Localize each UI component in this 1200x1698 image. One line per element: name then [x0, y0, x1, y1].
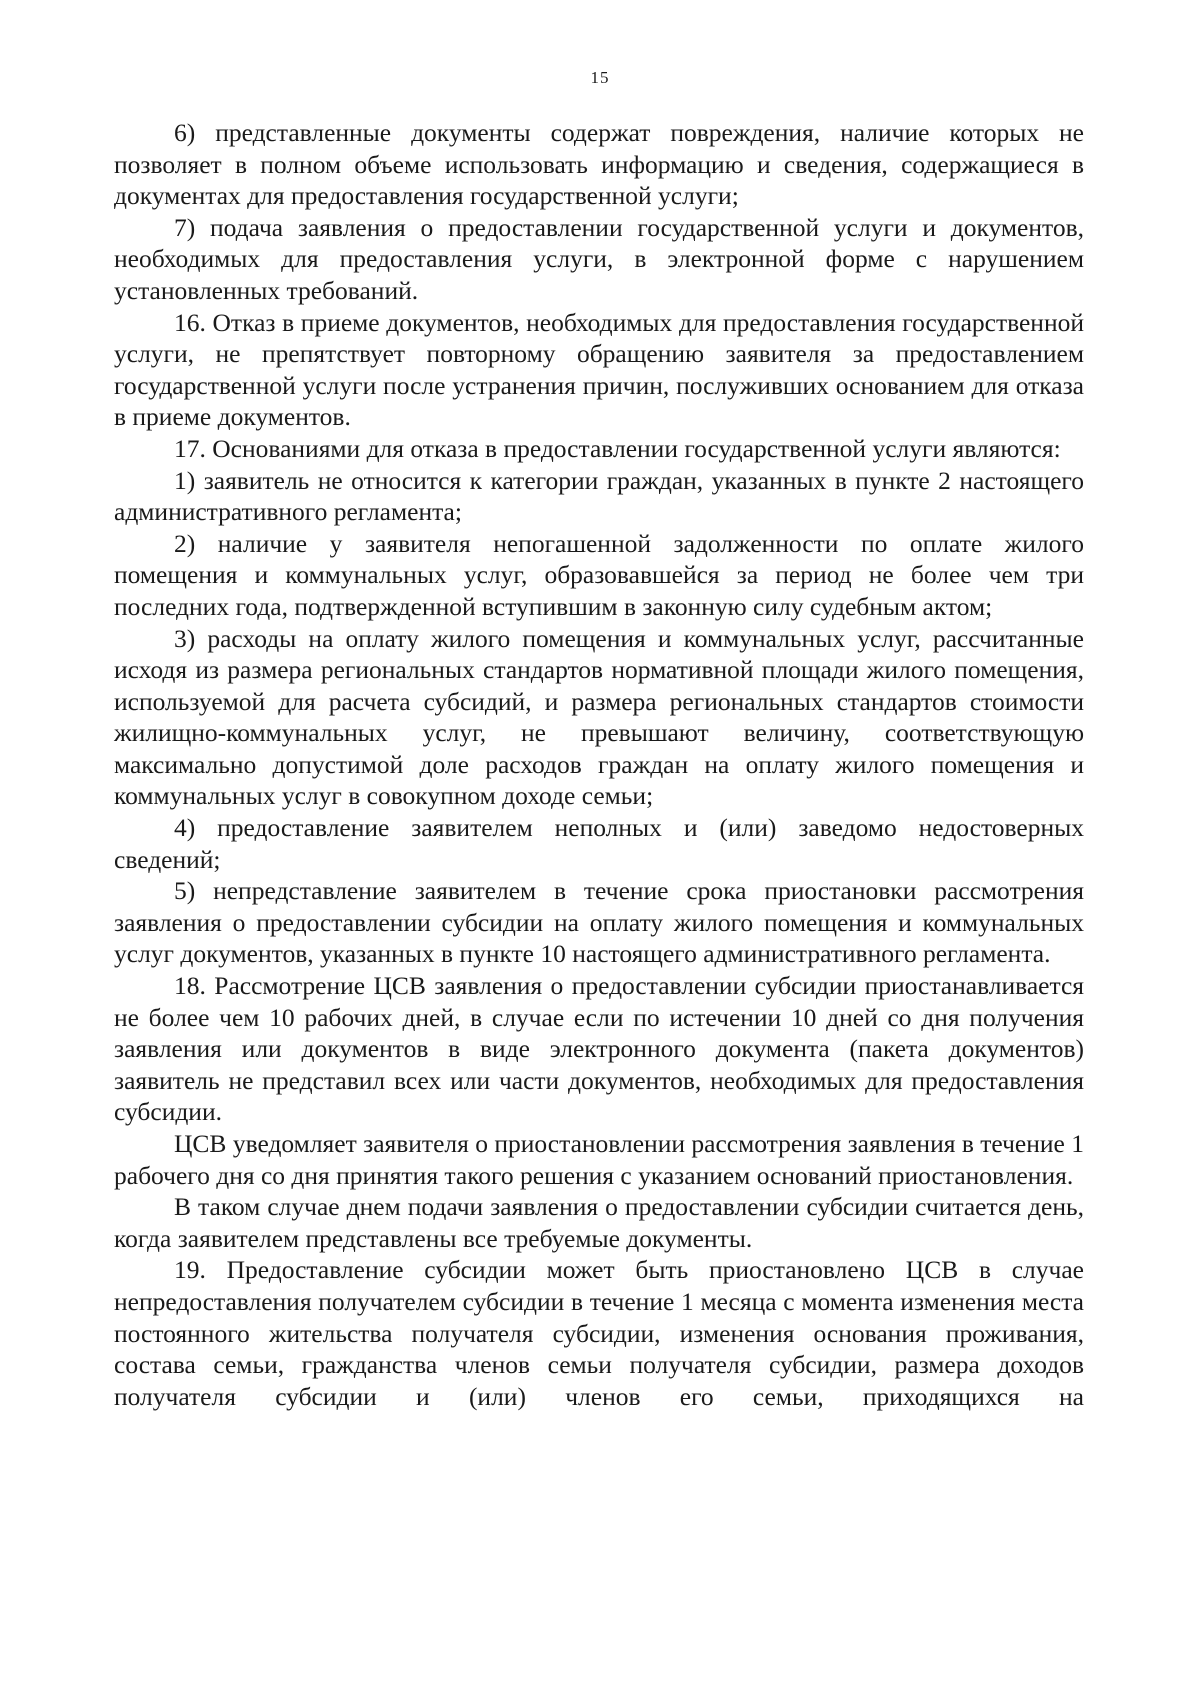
paragraph-clause-18: 18. Рассмотрение ЦСВ заявления о предоставлении субсидии приостанавливается не более чем 10 рабочих дней, в случае если по истечении 10 дней со дня получения заявления или документов в виде электронного документа (пакета документов) заявитель не представил всех или части документов, необходимых для предоставления субсидии.	[114, 971, 1084, 1127]
paragraph-clause-17: 17. Основаниями для отказа в предоставлении государственной услуги являются:	[174, 433, 1061, 463]
paragraph-clause-19: 19. Предоставление субсидии может быть приостановлено ЦСВ в случае непредоставления получателем субсидии в течение 1 месяца с момента изменения места постоянного жительства получателя субсидии, изменения основания проживания, состава семьи, гражданства членов семьи получателя субсидии, размера доходов получателя субсидии и (или) членов его семьи, приходящихся на	[114, 1255, 1084, 1411]
paragraph-submission-date: В таком случае днем подачи заявления о предоставлении субсидии считается день, когда заявителем представлены все требуемые документы.	[114, 1192, 1084, 1253]
paragraph-ground-1: 1) заявитель не относится к категории граждан, указанных в пункте 2 настоящего административного регламента;	[114, 465, 1084, 527]
page-number: 15	[590, 68, 610, 87]
paragraph-ground-3: 3) расходы на оплату жилого помещения и коммунальных услуг, рассчитанные исходя из размера региональных стандартов нормативной площади жилого помещения, используемой для расчета субсидий, и размера региональных стандартов стоимости жилищно-коммунальных услуг, не превышают величину, соответствующую максимально допустимой доле расходов граждан на оплату жилого помещения и коммунальных услуг в совокупном доходе семьи;	[114, 623, 1084, 811]
paragraph-notification: ЦСВ уведомляет заявителя о приостановлении рассмотрения заявления в течение 1 рабочего дня со дня принятия такого решения с указанием оснований приостановления.	[114, 1129, 1084, 1190]
paragraph-ground-5: 5) непредставление заявителем в течение срока приостановки рассмотрения заявления о предоставлении субсидии на оплату жилого помещения и коммунальных услуг документов, указанных в пункте 10 настоящего административного регламента.	[114, 876, 1084, 969]
paragraph-ground-4: 4) предоставление заявителем неполных и (или) заведомо недостоверных сведений;	[114, 813, 1084, 874]
paragraph-item-6: 6) представленные документы содержат повреждения, наличие которых не позволяет в полном объеме использовать информацию и сведения, содержащиеся в документах для предоставления государственной услуги;	[114, 118, 1084, 211]
paragraph-ground-2: 2) наличие у заявителя непогашенной задолженности по оплате жилого помещения и коммунальных услуг, образовавшейся за период не более чем три последних года, подтвержденной вступившим в законную силу судебным актом;	[114, 528, 1084, 621]
paragraph-clause-16: 16. Отказ в приеме документов, необходимых для предоставления государственной услуги, не препятствует повторному обращению заявителя за предоставлением государственной услуги после устранения причин, послуживших основанием для отказа в приеме документов.	[114, 307, 1084, 432]
document-body	[114, 117, 1084, 1412]
paragraph-item-7: 7) подача заявления о предоставлении государственной услуги и документов, необходимых для предоставления услуги, в электронной форме с нарушением установленных требований.	[114, 212, 1084, 305]
